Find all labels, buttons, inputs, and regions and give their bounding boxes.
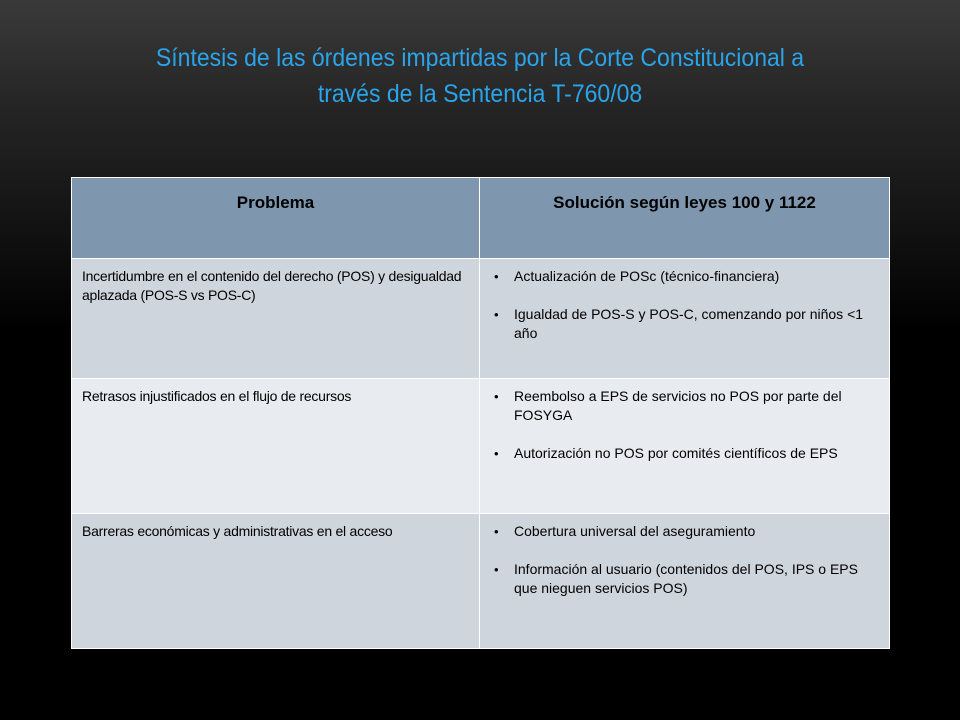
slide-title-line-2: través de la Sentencia T-760/08	[317, 80, 643, 108]
problem-cell: Barreras económicas y administrativas en el acceso	[72, 514, 480, 649]
slide-title-line-1: Síntesis de las órdenes impartidas por la Corte Constitucional a	[155, 44, 805, 72]
solution-item	[490, 387, 879, 425]
bullet-icon: •	[494, 524, 499, 539]
solution-list	[490, 387, 879, 463]
solution-text: Autorización no POS por comités científicos de EPS	[514, 445, 838, 461]
solution-cell	[480, 259, 890, 379]
solution-text: Cobertura universal del aseguramiento	[514, 523, 756, 539]
solution-item	[490, 560, 879, 598]
table-header-row	[72, 178, 890, 259]
solution-item	[490, 267, 879, 286]
bullet-icon: •	[494, 446, 499, 461]
solution-item	[490, 305, 879, 343]
solution-cell	[480, 379, 890, 514]
table-row	[72, 259, 890, 379]
table-row	[72, 379, 890, 514]
solution-item	[490, 522, 879, 541]
bullet-icon: •	[494, 269, 499, 284]
solution-text: Reembolso a EPS de servicios no POS por parte del FOSYGA	[514, 388, 842, 423]
solution-text: Información al usuario (contenidos del POS, IPS o EPS que nieguen servicios POS)	[514, 561, 858, 596]
bullet-icon: •	[494, 389, 499, 404]
bullet-icon: •	[494, 307, 499, 322]
bullet-icon: •	[494, 562, 499, 577]
solution-item	[490, 444, 879, 463]
solution-list	[490, 522, 879, 598]
problem-cell: Incertidumbre en el contenido del derecho (POS) y desigualdad aplazada (POS-S vs POS-C)	[72, 259, 480, 379]
slide-title	[75, 40, 885, 112]
table-row	[72, 514, 890, 649]
solution-text: Actualización de POSc (técnico-financiera)	[514, 268, 780, 284]
solution-cell	[480, 514, 890, 649]
solution-text: Igualdad de POS-S y POS-C, comenzando por niños <1 año	[514, 306, 864, 341]
solution-list	[490, 267, 879, 343]
problem-cell: Retrasos injustificados en el flujo de recursos	[72, 379, 480, 514]
synthesis-table	[71, 177, 890, 649]
header-problema: Problema	[72, 178, 480, 259]
header-solucion: Solución según leyes 100 y 1122	[480, 178, 890, 259]
